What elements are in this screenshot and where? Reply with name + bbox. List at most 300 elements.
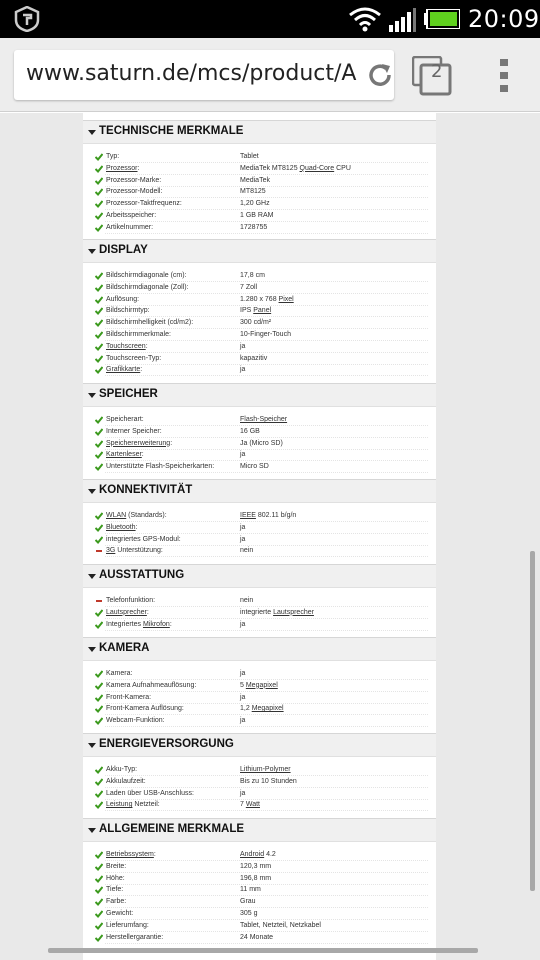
spec-label (106, 910, 133, 917)
spec-text: 11 mm (240, 886, 261, 894)
row-divider (105, 233, 428, 234)
spec-text: Netzteil: (132, 801, 160, 809)
spec-row (83, 884, 436, 896)
spec-label (106, 440, 172, 447)
spec-value (240, 524, 245, 531)
spec-value (240, 898, 256, 905)
spec-value (240, 296, 294, 303)
section-title: DISPLAY (99, 244, 148, 256)
check-icon (95, 177, 103, 185)
check-icon (95, 910, 103, 918)
spec-row (83, 595, 436, 607)
spec-row (83, 534, 436, 546)
spec-link[interactable]: WLAN (106, 512, 127, 519)
spec-label (106, 536, 181, 543)
check-icon (95, 886, 103, 894)
spec-label (106, 547, 163, 554)
spec-text: integriertes GPS-Modul: (106, 535, 181, 543)
reload-icon[interactable] (366, 61, 394, 89)
spec-label (106, 705, 184, 712)
spec-label (106, 886, 123, 893)
spec-link[interactable]: Flash-Speicher (240, 416, 288, 423)
spec-row (83, 522, 436, 534)
spec-label (106, 670, 132, 677)
spec-label (106, 682, 196, 689)
spec-value (240, 366, 245, 373)
spec-text: Prozessor-Taktfrequenz: (106, 200, 182, 208)
spec-label (106, 366, 142, 373)
spec-value (240, 440, 283, 447)
spec-value (240, 778, 297, 785)
spec-row (83, 849, 436, 861)
spec-text: Arbeitsspeicher: (106, 212, 157, 219)
spec-text: Unterstützung: (115, 547, 163, 555)
spec-row (83, 294, 436, 306)
spec-text: Bildschirmdiagonale (Zoll): (106, 283, 189, 291)
check-icon (95, 188, 103, 196)
spec-text: Lieferumfang: (106, 921, 149, 929)
check-icon (95, 355, 103, 363)
spec-row (83, 799, 436, 811)
spec-value (240, 165, 351, 172)
spec-text: ja (240, 717, 246, 725)
spec-label (106, 694, 151, 701)
spec-link[interactable]: Touchscreen (106, 342, 146, 350)
check-icon (95, 343, 103, 351)
spec-text: Artikelnummer: (106, 223, 154, 231)
spec-value (240, 153, 259, 160)
spec-value (240, 682, 278, 689)
spec-text: Interner Speicher: (106, 427, 162, 435)
spec-text: Ja (Micro SD) (240, 439, 283, 447)
spec-value (240, 451, 245, 458)
spec-text: Grau (240, 898, 256, 906)
spec-label (106, 153, 119, 160)
spec-link[interactable]: Leistung (106, 801, 133, 809)
spec-text: 4.2 (264, 851, 276, 858)
section-header[interactable] (83, 564, 436, 588)
spec-label (106, 177, 161, 184)
check-icon (95, 934, 103, 942)
spec-value (240, 717, 245, 724)
spec-value (240, 355, 267, 362)
spec-label (106, 801, 160, 808)
spec-row (83, 788, 436, 800)
spec-text: : (145, 342, 148, 350)
check-icon (95, 331, 103, 339)
spec-link[interactable]: Speichererweiterung (106, 439, 171, 447)
spec-text: 305 g (240, 910, 258, 917)
spec-link[interactable]: Panel (253, 307, 272, 315)
collapse-triangle-icon[interactable] (88, 743, 96, 748)
spec-row (83, 692, 436, 704)
spec-text: 300 cd/m² (240, 319, 272, 327)
spec-label (106, 463, 214, 470)
battery-icon (424, 9, 460, 29)
check-icon (95, 272, 103, 280)
spec-row (83, 861, 436, 873)
spec-link[interactable]: 3G (106, 547, 116, 555)
spec-label (106, 766, 137, 773)
check-icon (95, 898, 103, 906)
section-title: ENERGIEVERSORGUNG (99, 738, 234, 750)
spec-text: Typ: (106, 153, 120, 160)
spec-text: ja (240, 366, 246, 374)
spec-text: integrierte (240, 608, 274, 616)
collapse-triangle-icon[interactable] (88, 130, 96, 135)
spec-row (83, 776, 436, 788)
spec-text: Prozessor-Modell: (106, 188, 163, 196)
spec-label (106, 284, 188, 291)
section-title: AUSSTATTUNG (99, 569, 185, 581)
spec-label (106, 451, 144, 458)
spec-text: : (137, 164, 140, 172)
spec-text: nein (240, 597, 254, 604)
spec-label (106, 790, 194, 797)
check-icon (95, 717, 103, 725)
spec-text: CPU (334, 164, 351, 172)
spec-text: ja (240, 535, 246, 543)
spec-value (240, 597, 253, 604)
spec-text: : (146, 608, 149, 616)
spec-value (240, 875, 271, 882)
check-icon (95, 524, 103, 532)
spec-label (106, 778, 146, 785)
spec-text: ja (240, 451, 246, 459)
spec-row (83, 449, 436, 461)
spec-value (240, 886, 261, 893)
spec-row (83, 329, 436, 341)
check-icon (95, 536, 103, 544)
spec-text: Prozessor-Marke: (106, 176, 162, 184)
spec-row (83, 607, 436, 619)
check-icon (95, 165, 103, 173)
spec-value (240, 609, 314, 616)
check-icon (95, 863, 103, 871)
spec-value (240, 851, 276, 858)
check-icon (95, 319, 103, 327)
collapse-triangle-icon[interactable] (88, 647, 96, 652)
spec-link[interactable]: Lithium-Polymer (240, 766, 291, 773)
spec-label (106, 428, 162, 435)
section-header[interactable] (83, 818, 436, 842)
spec-row (83, 341, 436, 353)
spec-text: Webcam-Funktion: (106, 717, 165, 725)
section-header[interactable] (83, 733, 436, 757)
spec-row (83, 317, 436, 329)
product-specs (83, 113, 436, 960)
overflow-menu-icon[interactable] (498, 58, 510, 94)
spec-label (106, 524, 138, 531)
horizontal-scrollbar[interactable] (48, 948, 478, 953)
spec-link[interactable]: Megapixel (251, 705, 284, 713)
spec-text: Auflösung: (106, 295, 140, 303)
spec-text: Breite: (106, 862, 127, 870)
spec-row (83, 873, 436, 885)
shield-logo-icon (14, 6, 40, 32)
spec-value (240, 428, 260, 435)
check-icon (95, 224, 103, 232)
spec-text: Bis zu 10 Stunden (240, 777, 297, 785)
check-icon (95, 200, 103, 208)
spec-value (240, 536, 245, 543)
spec-label (106, 609, 149, 616)
row-divider (105, 375, 428, 376)
url-text[interactable]: www.saturn.de/mcs/product/A (26, 61, 357, 86)
spec-row (83, 426, 436, 438)
spec-row (83, 270, 436, 282)
spec-text: 802.11 b/g/n (255, 512, 297, 519)
check-icon (95, 463, 103, 471)
spec-text: ja (240, 693, 246, 701)
check-icon (95, 705, 103, 713)
row-divider (105, 556, 428, 557)
spec-link[interactable]: Megapixel (245, 681, 278, 689)
spec-link[interactable]: Mikrofon (142, 620, 170, 628)
spec-row (83, 222, 436, 234)
spec-text: nein (240, 547, 254, 555)
spec-label (106, 272, 187, 279)
spec-text: Gewicht: (106, 910, 134, 917)
spec-row (83, 414, 436, 426)
spec-label (106, 296, 139, 303)
spec-value (240, 863, 271, 870)
spec-text: Tablet, Netzteil, Netzkabel (240, 921, 321, 929)
spec-value (240, 512, 296, 519)
row-divider (105, 472, 428, 473)
spec-label (106, 416, 144, 423)
spec-text: ja (240, 670, 246, 677)
url-bar[interactable] (14, 50, 394, 100)
spec-link[interactable]: Watt (245, 801, 260, 809)
spec-value (240, 200, 270, 207)
spec-text: Touchscreen-Typ: (106, 354, 162, 362)
spec-row (83, 510, 436, 522)
spec-row (83, 163, 436, 175)
signal-icon (388, 8, 416, 32)
check-icon (95, 875, 103, 883)
collapse-triangle-icon[interactable] (88, 574, 96, 579)
check-icon (95, 512, 103, 520)
spec-label (106, 165, 139, 172)
spec-text: Speicherart: (106, 416, 144, 423)
spec-text: MediaTek MT8125 (240, 164, 300, 172)
collapse-triangle-icon[interactable] (88, 249, 96, 254)
section-title: TECHNISCHE MERKMALE (99, 125, 244, 137)
spec-label (106, 188, 162, 195)
section-header[interactable] (83, 239, 436, 263)
check-icon (95, 153, 103, 161)
spec-text: 1,2 (240, 705, 252, 713)
spec-text: 1728755 (240, 223, 268, 231)
check-icon (95, 366, 103, 374)
spec-label (106, 863, 126, 870)
spec-text: 16 GB (240, 427, 260, 435)
spec-text: 120,3 mm (240, 862, 272, 870)
spec-text: IPS (240, 307, 254, 315)
spec-text: Micro SD (240, 463, 269, 471)
spec-link[interactable]: IEEE (240, 512, 256, 519)
check-icon (95, 778, 103, 786)
web-page[interactable] (0, 113, 540, 960)
spec-row (83, 896, 436, 908)
spec-label (106, 621, 172, 628)
section-title: SPEICHER (99, 388, 158, 400)
spec-row (83, 282, 436, 294)
row-divider (105, 630, 428, 631)
row-divider (105, 943, 428, 944)
check-icon (95, 416, 103, 424)
spec-row (83, 175, 436, 187)
check-icon (95, 212, 103, 220)
section-header[interactable] (83, 479, 436, 503)
spec-text: Farbe: (106, 898, 127, 906)
spec-row (83, 461, 436, 473)
spec-text: 5 (240, 681, 246, 689)
check-icon (95, 801, 103, 809)
spec-text: Herstellergarantie: (106, 933, 164, 941)
spec-text: : (141, 451, 144, 459)
spec-label (106, 512, 167, 519)
spec-row (83, 703, 436, 715)
spec-link[interactable]: Bluetooth (106, 523, 136, 531)
spec-row (83, 764, 436, 776)
spec-row (83, 186, 436, 198)
spec-label (106, 200, 182, 207)
spec-text: 1,20 GHz (240, 200, 270, 208)
spec-link[interactable]: Lautsprecher (273, 608, 314, 616)
spec-text: 7 (240, 801, 246, 809)
spec-text: 7 Zoll (240, 283, 258, 291)
spec-label (106, 355, 161, 362)
spec-text: 10-Finger-Touch (240, 331, 291, 338)
spec-value (240, 910, 258, 917)
spec-text: Laden über USB-Anschluss: (106, 789, 194, 797)
collapse-triangle-icon[interactable] (88, 393, 96, 398)
spec-row (83, 305, 436, 317)
spec-text: (Standards): (126, 512, 167, 519)
vertical-scrollbar[interactable] (530, 551, 535, 891)
spec-value (240, 670, 245, 677)
spec-row (83, 932, 436, 944)
spec-text: ja (240, 620, 246, 628)
spec-row (83, 438, 436, 450)
spec-value (240, 331, 291, 338)
spec-link[interactable]: Grafikkarte (106, 366, 141, 374)
spec-text: Bildschirmtyp: (106, 307, 150, 315)
spec-text: Bildschirmdiagonale (cm): (106, 272, 187, 279)
spec-label (106, 875, 125, 882)
spec-value (240, 177, 270, 184)
check-icon (95, 621, 103, 629)
browser-toolbar (0, 38, 540, 112)
spec-row (83, 668, 436, 680)
spec-value (240, 343, 245, 350)
spec-link[interactable]: Pixel (278, 295, 294, 303)
spec-value (240, 212, 273, 219)
spec-text: ja (240, 523, 246, 531)
section-title: KAMERA (99, 642, 150, 654)
check-icon (95, 682, 103, 690)
spec-label (106, 343, 148, 350)
section-title: KONNEKTIVITÄT (99, 484, 193, 496)
spec-text: Telefonfunktion: (106, 597, 156, 604)
collapse-triangle-icon[interactable] (88, 489, 96, 494)
spec-link[interactable]: Android (240, 851, 265, 858)
spec-label (106, 597, 155, 604)
spec-text: 1.280 x 768 (240, 295, 279, 303)
row-divider (105, 726, 428, 727)
spec-text: Akkulaufzeit: (106, 777, 146, 785)
spec-row (83, 619, 436, 631)
spec-value (240, 934, 273, 941)
spec-text: Bildschirmmerkmale: (106, 331, 171, 338)
spec-row (83, 353, 436, 365)
spec-row (83, 715, 436, 727)
spec-label (106, 307, 150, 314)
spec-text: Tablet (240, 153, 259, 160)
collapse-triangle-icon[interactable] (88, 828, 96, 833)
spec-value (240, 463, 269, 470)
spec-value (240, 621, 245, 628)
check-icon (95, 284, 103, 292)
spec-text: Tiefe: (106, 886, 124, 894)
spec-text: MediaTek (240, 176, 270, 184)
spec-text: Bildschirmhelligkeit (cd/m2): (106, 319, 194, 327)
spec-value (240, 790, 245, 797)
wifi-icon (348, 6, 382, 32)
spec-value (240, 307, 271, 314)
spec-label (106, 331, 171, 338)
spec-link[interactable]: Kartenleser (106, 451, 142, 459)
check-icon (95, 440, 103, 448)
spec-link[interactable]: Prozessor (106, 164, 138, 172)
section-header[interactable] (83, 637, 436, 661)
spec-link[interactable]: Betriebssystem (106, 851, 154, 858)
spec-text: kapazitiv (240, 354, 268, 362)
section-header[interactable] (83, 383, 436, 407)
check-icon (95, 694, 103, 702)
spec-link[interactable]: Quad-Core (299, 164, 335, 172)
spec-text: 196,8 mm (240, 874, 272, 882)
spec-text: 24 Monate (240, 933, 274, 941)
spec-text: Kamera: (106, 670, 133, 677)
spec-value (240, 416, 287, 423)
check-icon (95, 451, 103, 459)
section-header[interactable] (83, 120, 436, 144)
spec-text: 1 GB RAM (240, 212, 274, 219)
spec-text: 17,8 cm (240, 272, 265, 279)
section-title: ALLGEMEINE MERKMALE (99, 823, 245, 835)
spec-text: Front-Kamera Auflösung: (106, 705, 184, 713)
spec-row (83, 545, 436, 557)
spec-value (240, 922, 321, 929)
spec-value (240, 188, 266, 195)
check-icon (95, 609, 103, 617)
spec-link[interactable]: Lautsprecher (106, 608, 147, 616)
row-divider (105, 810, 428, 811)
spec-text: : (169, 620, 172, 628)
minus-icon (95, 597, 103, 605)
spec-row (83, 364, 436, 376)
spec-text: Front-Kamera: (106, 693, 152, 701)
check-icon (95, 766, 103, 774)
spec-label (106, 922, 149, 929)
spec-text: : (135, 523, 138, 531)
spec-label (106, 934, 163, 941)
spec-row (83, 210, 436, 222)
spec-text: Integriertes (106, 620, 143, 628)
